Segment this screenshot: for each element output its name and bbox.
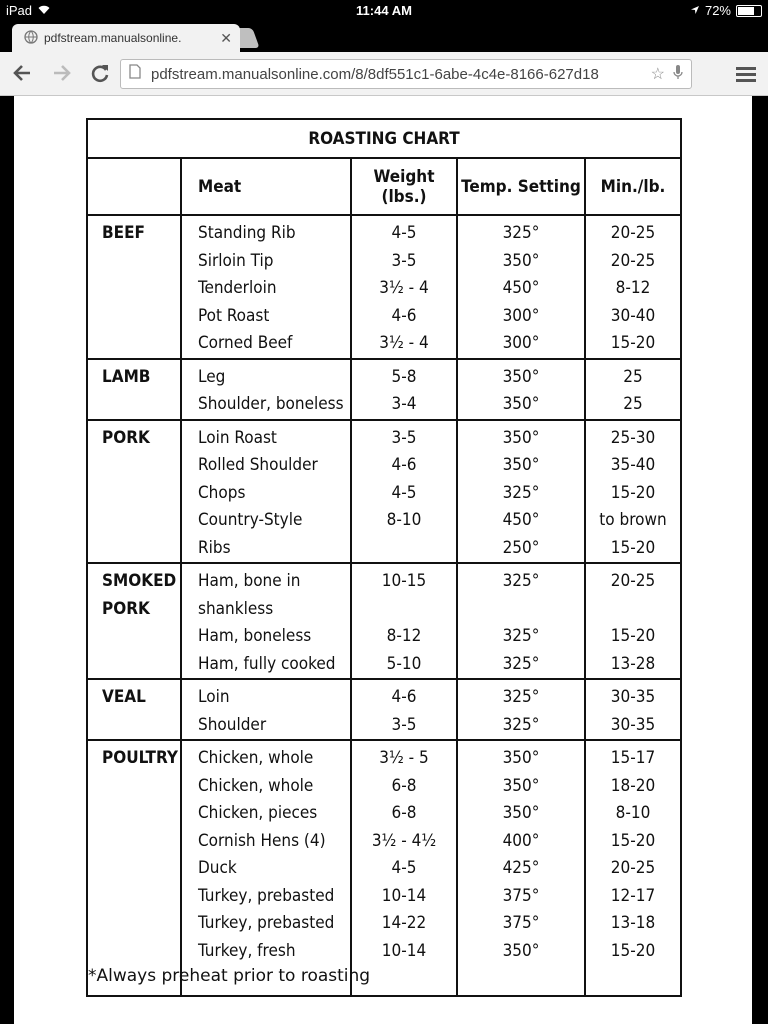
meat-cell: Chops bbox=[198, 482, 246, 503]
menu-icon[interactable] bbox=[736, 64, 756, 84]
weight-cell: 10-14 bbox=[381, 885, 427, 906]
weight-cell: 8-12 bbox=[386, 626, 422, 646]
min-per-lb-cell: 13-28 bbox=[610, 653, 656, 674]
document-viewport[interactable] bbox=[0, 96, 768, 1024]
min-per-lb-cell-column bbox=[585, 563, 681, 679]
min-per-lb-cell: 15-20 bbox=[610, 940, 656, 961]
globe-icon bbox=[24, 30, 38, 47]
temp-cell: 450° bbox=[502, 510, 540, 530]
meat-cell: Shoulder, boneless bbox=[198, 394, 344, 414]
meat-cell: Corned Beef bbox=[198, 333, 293, 353]
temp-cell: 350° bbox=[502, 455, 540, 475]
weight-cell: 3½ - 4½ bbox=[371, 830, 437, 851]
url-input[interactable] bbox=[149, 65, 643, 84]
star-icon[interactable]: ☆ bbox=[650, 66, 665, 83]
min-per-lb-cell: 15-20 bbox=[610, 482, 656, 503]
weight-cell: 6-8 bbox=[391, 803, 417, 823]
category-label: PORK bbox=[87, 420, 181, 564]
temp-cell: 300° bbox=[502, 305, 540, 326]
meat-cell: Leg bbox=[198, 366, 226, 387]
meat-cell: Rolled Shoulder bbox=[198, 455, 318, 475]
meat-cell: Ribs bbox=[198, 537, 231, 558]
min-per-lb-cell: 13-18 bbox=[610, 913, 656, 933]
weight-cell-column bbox=[351, 740, 457, 996]
temp-cell: 325° bbox=[502, 482, 540, 503]
temp-cell: 350° bbox=[502, 366, 540, 387]
temp-cell: 325° bbox=[502, 223, 540, 243]
weight-cell: 4-6 bbox=[391, 455, 417, 475]
meat-cell: Standing Rib bbox=[198, 223, 296, 243]
meat-cell-column bbox=[181, 740, 351, 996]
weight-cell: 4-5 bbox=[391, 482, 417, 503]
meat-cell: Turkey, fresh bbox=[198, 940, 296, 961]
min-per-lb-cell: 20-25 bbox=[610, 250, 656, 271]
weight-cell: 3½ - 5 bbox=[379, 748, 429, 768]
category-label-line: PORK bbox=[102, 598, 150, 619]
min-per-lb-cell-column bbox=[585, 359, 681, 420]
back-button[interactable] bbox=[10, 62, 34, 86]
temp-cell: 350° bbox=[502, 940, 540, 961]
weight-cell-column bbox=[351, 359, 457, 420]
meat-cell: shankless bbox=[198, 598, 274, 619]
temp-cell bbox=[458, 596, 584, 624]
category-label: LAMB bbox=[87, 359, 181, 420]
temp-cell: 325° bbox=[502, 626, 540, 646]
meat-cell-column bbox=[181, 359, 351, 420]
weight-cell: 6-8 bbox=[391, 775, 417, 796]
temp-cell-column bbox=[457, 420, 585, 564]
temp-cell: 350° bbox=[502, 775, 540, 796]
header-min-per-lb: Min./lb. bbox=[585, 158, 681, 215]
roasting-chart-table bbox=[86, 118, 682, 997]
min-per-lb-cell: 15-20 bbox=[610, 537, 656, 558]
min-per-lb-cell-column bbox=[585, 679, 681, 740]
min-per-lb-cell: 12-17 bbox=[610, 885, 656, 906]
weight-cell: 5-8 bbox=[391, 366, 417, 387]
table-row bbox=[87, 563, 681, 679]
weight-cell bbox=[352, 596, 456, 624]
location-icon bbox=[690, 3, 700, 18]
meat-cell: Chicken, pieces bbox=[198, 803, 318, 823]
min-per-lb-cell: 30-35 bbox=[610, 687, 656, 707]
weight-cell: 4-6 bbox=[391, 687, 417, 707]
weight-cell: 3-4 bbox=[391, 394, 417, 414]
pdf-page bbox=[14, 96, 752, 1024]
temp-cell: 350° bbox=[502, 748, 540, 768]
temp-cell: 375° bbox=[502, 885, 540, 906]
table-row bbox=[87, 359, 681, 420]
header-weight: Weight (lbs.) bbox=[351, 158, 457, 215]
meat-cell: Ham, boneless bbox=[198, 626, 312, 646]
temp-cell-column bbox=[457, 679, 585, 740]
chart-body bbox=[87, 215, 681, 996]
temp-cell: 400° bbox=[502, 830, 540, 851]
min-per-lb-cell: 20-25 bbox=[610, 571, 656, 591]
min-per-lb-cell: 15-20 bbox=[610, 626, 656, 646]
table-row bbox=[87, 740, 681, 996]
meat-cell-column bbox=[181, 215, 351, 359]
temp-cell-column bbox=[457, 740, 585, 996]
meat-cell: Tenderloin bbox=[198, 278, 277, 298]
weight-cell-column bbox=[351, 215, 457, 359]
weight-cell: 4-6 bbox=[391, 305, 417, 326]
temp-cell: 350° bbox=[502, 394, 540, 414]
min-per-lb-cell: 15-20 bbox=[610, 333, 656, 353]
meat-cell: Duck bbox=[198, 858, 237, 878]
temp-cell: 350° bbox=[502, 427, 540, 448]
weight-cell: 3½ - 4 bbox=[379, 333, 429, 353]
meat-cell-column bbox=[181, 679, 351, 740]
weight-cell: 5-10 bbox=[386, 653, 422, 674]
microphone-icon[interactable] bbox=[673, 64, 683, 85]
temp-cell: 425° bbox=[502, 858, 540, 878]
device-name: iPad bbox=[6, 3, 33, 18]
temp-cell: 250° bbox=[502, 537, 540, 558]
weight-cell-column bbox=[351, 679, 457, 740]
weight-cell: 3½ - 4 bbox=[379, 278, 429, 298]
temp-cell-column bbox=[457, 215, 585, 359]
min-per-lb-cell-column bbox=[585, 740, 681, 996]
min-per-lb-cell-column bbox=[585, 420, 681, 564]
status-bar bbox=[0, 0, 768, 22]
weight-cell: 3-5 bbox=[391, 250, 417, 271]
temp-cell: 350° bbox=[502, 250, 540, 271]
temp-cell: 450° bbox=[502, 278, 540, 298]
reload-button[interactable] bbox=[88, 62, 112, 86]
browser-tab[interactable] bbox=[12, 24, 240, 52]
temp-cell: 325° bbox=[502, 714, 540, 735]
meat-cell: Sirloin Tip bbox=[198, 250, 274, 271]
meat-cell: Chicken, whole bbox=[198, 775, 314, 796]
status-right bbox=[690, 3, 762, 18]
meat-cell: Loin Roast bbox=[198, 427, 277, 448]
chart-title: ROASTING CHART bbox=[87, 119, 681, 158]
min-per-lb-cell: 20-25 bbox=[610, 223, 656, 243]
min-per-lb-cell: 30-35 bbox=[610, 714, 656, 735]
temp-cell: 375° bbox=[502, 913, 540, 933]
header-temp: Temp. Setting bbox=[457, 158, 585, 215]
weight-cell bbox=[352, 535, 456, 563]
meat-cell: Pot Roast bbox=[198, 305, 270, 326]
status-time: 11:44 AM bbox=[356, 3, 412, 18]
page-icon bbox=[129, 64, 141, 84]
category-label: VEAL bbox=[87, 679, 181, 740]
min-per-lb-cell: to brown bbox=[599, 510, 667, 530]
category-label: POULTRY bbox=[87, 740, 181, 996]
temp-cell: 350° bbox=[502, 803, 540, 823]
min-per-lb-cell: 15-17 bbox=[610, 748, 656, 768]
min-per-lb-cell: 8-12 bbox=[615, 278, 651, 298]
category-label bbox=[87, 563, 181, 679]
min-per-lb-cell: 20-25 bbox=[610, 858, 656, 878]
temp-cell: 325° bbox=[502, 571, 540, 591]
weight-cell: 14-22 bbox=[381, 913, 427, 933]
min-per-lb-cell bbox=[586, 596, 680, 624]
table-row bbox=[87, 420, 681, 564]
min-per-lb-cell: 35-40 bbox=[610, 455, 656, 475]
category-label-line: SMOKED bbox=[102, 571, 177, 591]
weight-cell-column bbox=[351, 420, 457, 564]
meat-cell: Shoulder bbox=[198, 714, 267, 735]
temp-cell-column bbox=[457, 563, 585, 679]
table-row bbox=[87, 679, 681, 740]
weight-cell: 8-10 bbox=[386, 510, 422, 530]
browser-toolbar bbox=[0, 52, 768, 96]
temp-cell: 300° bbox=[502, 333, 540, 353]
temp-cell: 325° bbox=[502, 687, 540, 707]
forward-button[interactable] bbox=[50, 62, 74, 86]
battery-icon bbox=[736, 5, 762, 17]
meat-cell: Loin bbox=[198, 687, 230, 707]
tab-title: pdfstream.manualsonline. bbox=[44, 31, 182, 45]
min-per-lb-cell: 18-20 bbox=[610, 775, 656, 796]
meat-cell: Cornish Hens (4) bbox=[198, 830, 326, 851]
meat-cell: Ham, fully cooked bbox=[198, 653, 336, 674]
min-per-lb-cell: 25-30 bbox=[610, 427, 656, 448]
battery-percent: 72% bbox=[704, 3, 731, 18]
min-per-lb-cell: 25 bbox=[623, 366, 643, 387]
tab-strip bbox=[0, 22, 768, 52]
meat-cell: Ham, bone in bbox=[198, 571, 301, 591]
address-bar[interactable] bbox=[120, 59, 692, 89]
meat-cell: Turkey, prebasted bbox=[198, 913, 335, 933]
close-tab-icon[interactable]: ✕ bbox=[220, 29, 232, 46]
min-per-lb-cell: 15-20 bbox=[610, 830, 656, 851]
temp-cell-column bbox=[457, 359, 585, 420]
weight-cell-column bbox=[351, 563, 457, 679]
min-per-lb-cell: 30-40 bbox=[610, 305, 656, 326]
weight-cell: 4-5 bbox=[391, 858, 417, 878]
min-per-lb-cell: 8-10 bbox=[615, 803, 651, 823]
min-per-lb-cell-column bbox=[585, 215, 681, 359]
header-meat: Meat bbox=[181, 158, 351, 215]
footnote: *Always preheat prior to roasting bbox=[88, 966, 371, 986]
weight-cell: 10-14 bbox=[381, 940, 427, 961]
meat-cell: Country-Style bbox=[198, 510, 303, 530]
meat-cell-column bbox=[181, 563, 351, 679]
meat-cell: Chicken, whole bbox=[198, 748, 314, 768]
weight-cell: 10-15 bbox=[381, 571, 427, 591]
header-category bbox=[87, 158, 181, 215]
temp-cell: 325° bbox=[502, 653, 540, 674]
meat-cell-column bbox=[181, 420, 351, 564]
weight-cell: 3-5 bbox=[391, 427, 417, 448]
weight-cell: 3-5 bbox=[391, 714, 417, 735]
meat-cell: Turkey, prebasted bbox=[198, 885, 335, 906]
table-row bbox=[87, 215, 681, 359]
category-label: BEEF bbox=[87, 215, 181, 359]
min-per-lb-cell: 25 bbox=[623, 394, 643, 414]
weight-cell: 4-5 bbox=[391, 223, 417, 243]
